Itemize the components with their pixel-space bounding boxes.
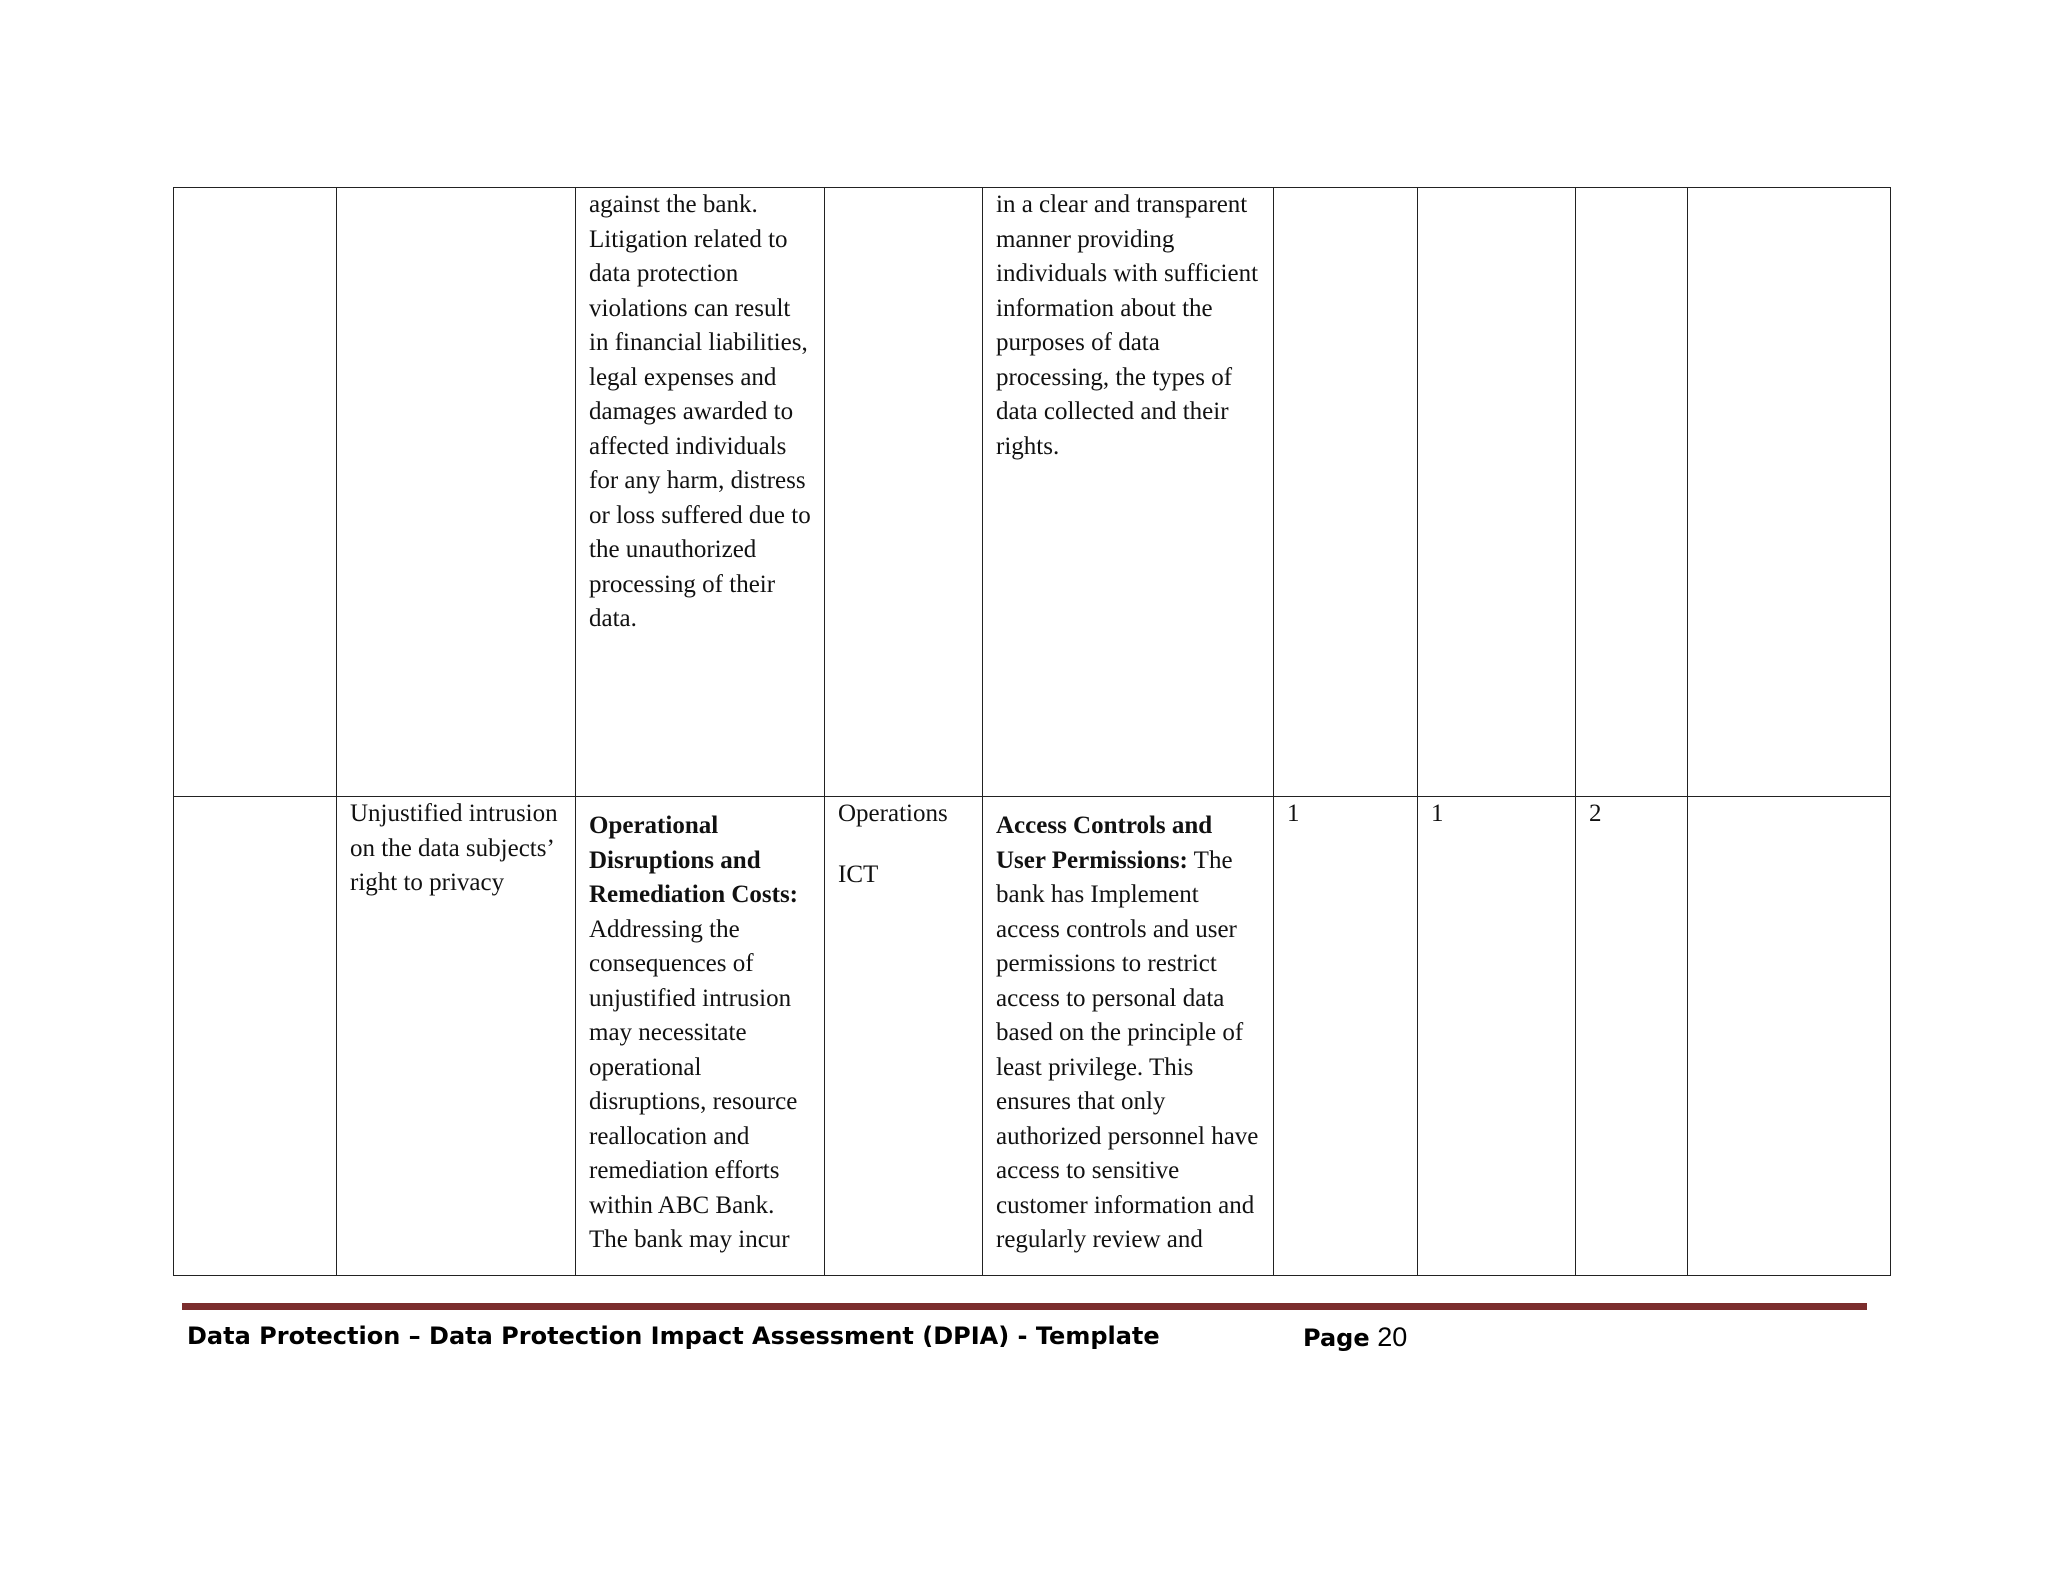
owner-ict: ICT xyxy=(838,860,879,888)
table-row xyxy=(174,188,1891,797)
footer-divider xyxy=(182,1303,1867,1310)
table-cell-impact xyxy=(576,188,825,797)
page-label: Page xyxy=(1303,1324,1370,1352)
measures-text: The bank has Implement access controls and user permissions to restrict access to personal data based on the principle of least privilege. This ensures that only authorized personnel have access to sensitive customer information and regularly review and xyxy=(996,846,1259,1253)
table-row xyxy=(174,797,1891,1276)
risk-text: Unjustified intrusion on the data subjects’ right to privacy xyxy=(350,800,558,896)
table-cell xyxy=(1688,188,1891,797)
owner-operations: Operations xyxy=(838,800,948,827)
table-cell-risk xyxy=(337,797,576,1276)
severity-score: 1 xyxy=(1431,800,1444,827)
table-cell xyxy=(1576,188,1688,797)
impact-text: Addressing the consequences of unjustified intrusion may necessitate operational disruptions, resource reallocation and remediation efforts within ABC Bank. The bank may incur xyxy=(589,915,798,1253)
table-cell-impact xyxy=(576,797,825,1276)
table-cell-score xyxy=(1576,797,1688,1276)
impact-text: against the bank. Litigation related to data protection violations can result in financial liabilities, legal expenses and damages awarded to affected individuals for any harm, distress or loss suffered due to the unauthorized processing of their data. xyxy=(589,191,811,632)
table-cell-owner xyxy=(825,797,983,1276)
table-cell xyxy=(1418,188,1576,797)
table-cell xyxy=(174,797,337,1276)
table-cell-score xyxy=(1418,797,1576,1276)
measures-heading: Access Controls and User Permissions: xyxy=(996,812,1213,874)
table-cell xyxy=(1274,188,1418,797)
measures-text: in a clear and transparent manner providing individuals with sufficient information about the purposes of data processing, the types of data collected and their rights. xyxy=(996,191,1259,460)
page-number: 20 xyxy=(1377,1322,1408,1352)
table-cell-measures xyxy=(983,188,1274,797)
impact-heading: Operational Disruptions and Remediation Costs: xyxy=(589,812,799,908)
footer-title: Data Protection – Data Protection Impact Assessment (DPIA) - Template xyxy=(187,1322,1160,1350)
page-footer xyxy=(187,1322,1887,1362)
table-cell-measures xyxy=(983,797,1274,1276)
table-cell xyxy=(1688,797,1891,1276)
table-cell xyxy=(825,188,983,797)
dpia-risk-table xyxy=(173,187,1891,1276)
table-cell xyxy=(174,188,337,797)
likelihood-score: 1 xyxy=(1287,800,1300,827)
overall-score: 2 xyxy=(1589,800,1602,827)
page-number-block xyxy=(1303,1322,1407,1353)
table-cell xyxy=(337,188,576,797)
table-cell-score xyxy=(1274,797,1418,1276)
